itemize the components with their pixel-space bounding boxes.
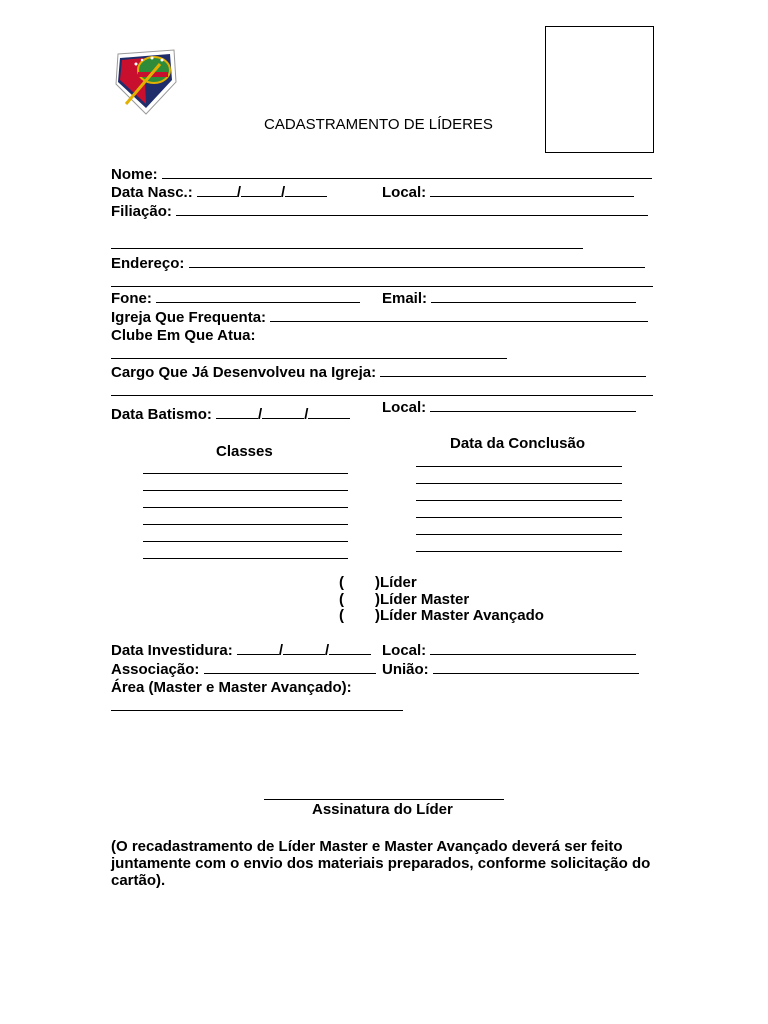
igreja-row	[111, 308, 648, 327]
cargo-field[interactable]	[380, 363, 646, 377]
cargo-row	[111, 363, 646, 382]
club-logo-icon	[112, 44, 180, 116]
endereco-label: Endereço:	[111, 255, 185, 272]
data-batismo-row	[111, 405, 350, 424]
conclusao-line-2[interactable]	[416, 483, 622, 484]
option-lider-master-label: Líder Master	[380, 591, 470, 608]
data-batismo-day-field[interactable]	[216, 405, 258, 419]
local-investidura-row	[382, 641, 636, 660]
fone-label: Fone:	[111, 290, 152, 307]
filiacao-line-2[interactable]	[111, 248, 583, 249]
option-lider-label: Líder	[380, 574, 417, 591]
local-investidura-field[interactable]	[430, 641, 636, 655]
conclusao-line-4[interactable]	[416, 517, 622, 518]
classes-line-4[interactable]	[143, 524, 348, 525]
conclusao-line-6[interactable]	[416, 551, 622, 552]
nome-label: Nome:	[111, 166, 158, 183]
uniao-row	[382, 660, 639, 679]
filiacao-field[interactable]	[176, 202, 648, 216]
option-lider[interactable]: ( )Líder	[339, 574, 417, 591]
area-field[interactable]	[111, 710, 403, 711]
local-batismo-row	[382, 398, 636, 417]
classes-line-3[interactable]	[143, 507, 348, 508]
cargo-label: Cargo Que Já Desenvolveu na Igreja:	[111, 364, 377, 381]
local-nasc-field[interactable]	[430, 183, 634, 197]
clube-field[interactable]	[111, 358, 507, 359]
data-nasc-day-field[interactable]	[197, 183, 237, 197]
footer-note: (O recadastramento de Líder Master e Master Avançado deverá ser feito juntamente com o envio dos materiais preparados, conforme solicitação do cartão).	[111, 838, 651, 889]
data-investidura-row	[111, 641, 371, 660]
conclusao-line-3[interactable]	[416, 500, 622, 501]
data-nasc-label: Data Nasc.:	[111, 184, 193, 201]
endereco-row	[111, 254, 645, 273]
classes-line-6[interactable]	[143, 558, 348, 559]
nome-row	[111, 165, 652, 184]
email-row	[382, 289, 636, 308]
date-separator: /	[304, 406, 309, 423]
data-nasc-month-field[interactable]	[241, 183, 281, 197]
local-label: Local:	[382, 184, 427, 201]
data-batismo-month-field[interactable]	[262, 405, 304, 419]
fone-row	[111, 289, 360, 308]
signature-label: Assinatura do Líder	[312, 801, 453, 818]
local-batismo-field[interactable]	[430, 398, 636, 412]
local-label: Local:	[382, 642, 427, 659]
date-separator: /	[278, 642, 284, 659]
date-separator: /	[281, 184, 286, 201]
nome-field[interactable]	[162, 165, 652, 179]
data-batismo-year-field[interactable]	[308, 405, 350, 419]
conclusao-line-5[interactable]	[416, 534, 622, 535]
endereco-line-2[interactable]	[111, 286, 653, 287]
clube-label: Clube Em Que Atua:	[111, 327, 256, 344]
associacao-field[interactable]	[204, 660, 376, 674]
data-investidura-year-field[interactable]	[329, 641, 371, 655]
cargo-line-2[interactable]	[111, 395, 653, 396]
endereco-field[interactable]	[189, 254, 645, 268]
data-investidura-day-field[interactable]	[237, 641, 279, 655]
igreja-label: Igreja Que Frequenta:	[111, 309, 267, 326]
filiacao-label: Filiação:	[111, 203, 172, 220]
fone-field[interactable]	[156, 289, 360, 303]
local-label: Local:	[382, 399, 427, 416]
option-lider-master-avancado-label: Líder Master Avançado	[380, 607, 544, 624]
associacao-row	[111, 660, 376, 679]
associacao-label: Associação:	[111, 661, 200, 678]
conclusao-line-1[interactable]	[416, 466, 622, 467]
page-title: CADASTRAMENTO DE LÍDERES	[264, 116, 493, 133]
data-batismo-label: Data Batismo:	[111, 406, 212, 423]
date-separator: /	[325, 642, 330, 659]
photo-box	[545, 26, 654, 153]
option-lider-master-avancado[interactable]: ( )Líder Master Avançado	[339, 607, 544, 624]
area-label: Área (Master e Master Avançado):	[111, 679, 352, 696]
date-separator: /	[258, 406, 263, 423]
data-nasc-year-field[interactable]	[285, 183, 327, 197]
data-nasc-row	[111, 183, 327, 202]
option-lider-master[interactable]: ( )Líder Master	[339, 591, 470, 608]
filiacao-row	[111, 202, 648, 221]
igreja-field[interactable]	[270, 308, 648, 322]
data-investidura-month-field[interactable]	[283, 641, 325, 655]
email-label: Email:	[382, 290, 428, 307]
uniao-label: União:	[382, 661, 429, 678]
uniao-field[interactable]	[433, 660, 639, 674]
classes-line-5[interactable]	[143, 541, 348, 542]
email-field[interactable]	[431, 289, 636, 303]
local-nasc-row	[382, 183, 634, 202]
signature-line[interactable]	[264, 799, 504, 800]
data-investidura-label: Data Investidura:	[111, 642, 233, 659]
classes-header: Classes	[216, 443, 273, 460]
conclusao-header: Data da Conclusão	[450, 435, 586, 452]
date-separator: /	[236, 184, 242, 201]
classes-line-2[interactable]	[143, 490, 348, 491]
classes-line-1[interactable]	[143, 473, 348, 474]
